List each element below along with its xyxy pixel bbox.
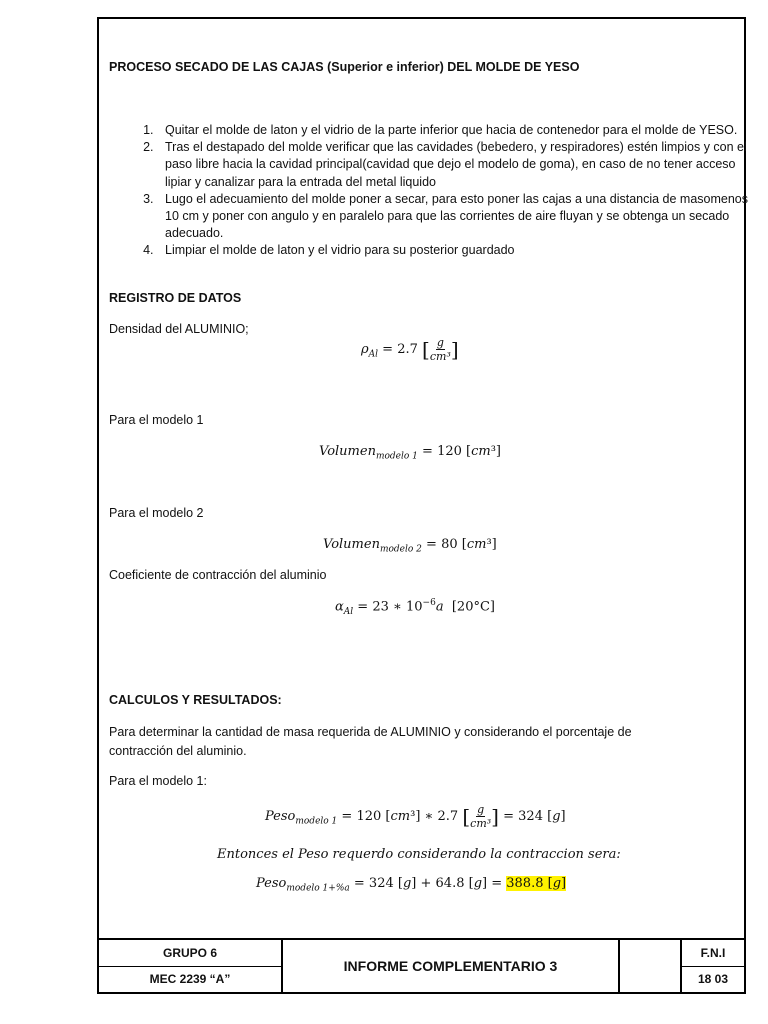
- density-value: 2.7: [397, 342, 418, 357]
- peso-contraccion: 64.8: [435, 876, 465, 891]
- list-item: 3. Lugo el adecuamiento del molde poner a secar, para esto poner las cajas a una distancia de masomenos 10 cm y poner con angulo y en paralelo para que las corrientes de aire fluyan y se obtenga un secado adecuado.: [157, 191, 765, 243]
- section-title: PROCESO SECADO DE LAS CAJAS (Superior e inferior) DEL MOLDE DE YESO: [109, 60, 580, 74]
- grupo-label: GRUPO 6: [162, 946, 217, 960]
- registro-heading: REGISTRO DE DATOS: [109, 291, 242, 305]
- volume1-equation: Volumen$_{modelo 1}$ = 120 [cm³]: [319, 444, 502, 462]
- modelo1-label: Para el modelo 1: [109, 413, 204, 427]
- peso-result: 324: [518, 809, 543, 824]
- coef-label: Coeficiente de contracción del aluminio: [109, 568, 327, 582]
- steps-list: [109, 122, 765, 260]
- footer-divider: [618, 940, 620, 992]
- fni-label: F.N.I: [700, 946, 726, 960]
- peso-density-value: 2.7: [437, 809, 459, 824]
- coef-temp: 20°C: [456, 599, 490, 615]
- list-item: 4. Limpiar el molde de laton y el vidrio para su posterior guardado: [157, 242, 765, 259]
- list-item: 1. Quitar el molde de laton y el vidrio de la parte inferior que hacia de contenedor para el molde de YESO.: [157, 122, 765, 139]
- volume2-equation: Volumen$_{modelo 2}$ = 80 [cm³]: [323, 537, 497, 555]
- list-item: 2. Tras el destapado del molde verificar que las cavidades (bebedero, y respiradores) estén limpios y con el paso libre hacia la cavidad principal(cavidad que dejo el modelo de goma), en caso de no tener acceso lipiar y canalizar para la entrada del metal liquido: [157, 139, 765, 191]
- peso-final-value: 388.8: [506, 876, 544, 891]
- materia-label: MEC 2239 “A”: [149, 972, 231, 986]
- calculos-intro: Para determinar la cantidad de masa requerida de ALUMINIO y considerando el porcentaje de contracción del aluminio.: [109, 725, 632, 758]
- entonces-text: Entonces el Peso requerdo considerando la contraccion sera:: [217, 847, 621, 862]
- volume2-value: 80: [441, 537, 458, 552]
- coef-equation: $\alpha_{Al} = 23$ ∗ $10^{-6}a$ [20°C]: [335, 598, 495, 617]
- peso-base: 324: [368, 876, 394, 891]
- volume1-value: 120: [437, 444, 462, 459]
- densidad-label: Densidad del ALUMINIO;: [109, 322, 249, 336]
- document-page: [97, 17, 749, 994]
- peso-final-highlight: 388.8 [g]: [506, 876, 567, 891]
- calculos-modelo1-label: Para el modelo 1:: [109, 774, 207, 788]
- peso-equation: Peso$_{modelo 1}$ = 120 [cm³] ∗ 2.7 [ $\frac{g}{\text{cm³}}$ ] = 324 [g]: [265, 803, 566, 830]
- footer-table: [99, 938, 744, 992]
- peso-final-equation: Peso$_{modelo 1+\%a}$ = 324 [g] + 64.8 [g] = 388.8 [g]: [256, 876, 567, 894]
- coef-value: 23 ∗ 10: [372, 599, 423, 615]
- density-equation: $\rho_{Al} = 2.7$ [ $\frac{g}{\text{cm³}}$ ]: [361, 336, 459, 363]
- fecha-label: 18 03: [697, 972, 729, 986]
- modelo2-label: Para el modelo 2: [109, 506, 204, 520]
- calculos-heading: CALCULOS Y RESULTADOS:: [109, 693, 282, 707]
- informe-title: INFORME COMPLEMENTARIO 3: [343, 958, 558, 974]
- coef-exponent: −6: [422, 598, 436, 608]
- peso-volume-value: 120: [356, 809, 382, 824]
